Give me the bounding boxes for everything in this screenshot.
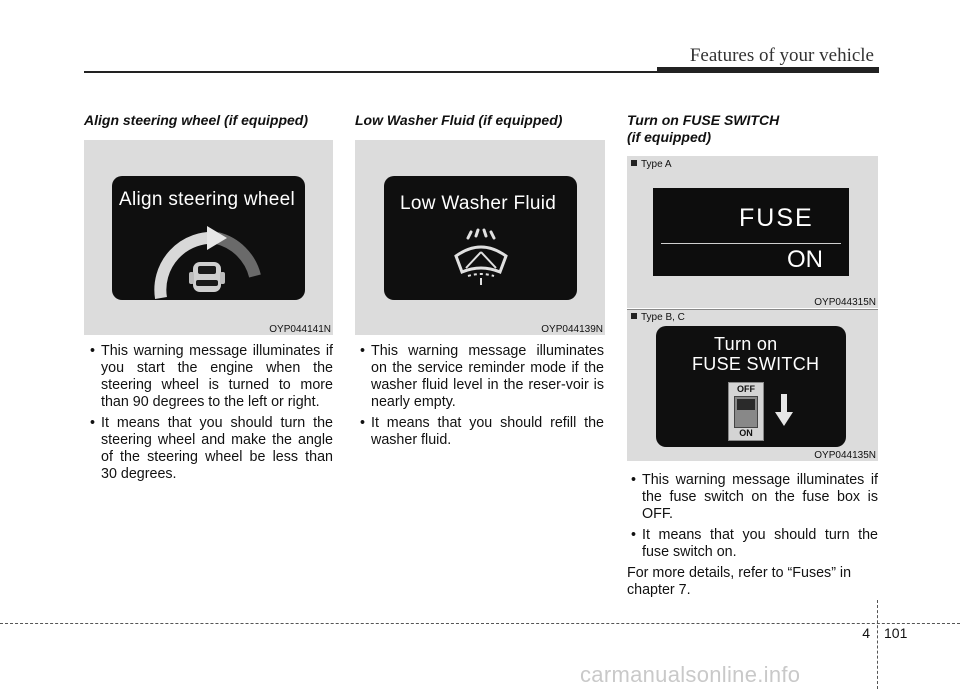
display-screen — [384, 176, 577, 300]
heading-fuse-switch — [627, 112, 779, 146]
bullet-item: • This warning message illuminates if the fuse switch on the fuse box is OFF. — [628, 472, 878, 523]
heading-line: Turn on FUSE SWITCH — [627, 112, 780, 128]
switch-knob — [737, 399, 755, 410]
display-message: Low Washer Fluid — [400, 193, 557, 214]
switch-on-label: ON — [739, 428, 753, 438]
display-message: Align steering wheel — [119, 189, 296, 210]
fuse-switch-illustration — [728, 382, 764, 441]
page-number: 101 — [884, 625, 908, 641]
display-screen — [656, 326, 846, 447]
bullet-item: • It means that you should refill the washer fluid. — [357, 415, 604, 449]
bullet-item: • It means that you should turn the fuse switch on. — [628, 527, 878, 561]
switch-slot — [734, 396, 758, 428]
section-header-title: Features of your vehicle — [689, 45, 874, 66]
figure-code: OYP044139N — [541, 324, 603, 335]
arrow-down-icon — [774, 394, 794, 428]
heading-line: (if equipped) — [627, 129, 711, 145]
heading-align-steering: Align steering wheel (if equipped) — [84, 112, 309, 128]
bullet-item: • This warning message illuminates if you start the engine when the steering wheel is turned to more than 90 degrees to the left or right. — [87, 343, 333, 411]
reference-note: For more details, refer to “Fuses” in chapter 7. — [627, 565, 852, 598]
footer-dashed-rule — [0, 623, 960, 624]
chapter-number: 4 — [862, 625, 870, 641]
figure-type-bc — [627, 310, 878, 461]
figure-code: OYP044141N — [269, 324, 331, 335]
type-label — [631, 159, 672, 170]
display-line-on: ON — [787, 246, 823, 273]
bullet-item: • It means that you should turn the steering wheel and make the angle of the steering wheel be less than 30 degrees. — [87, 415, 333, 483]
square-bullet-icon — [631, 160, 637, 166]
washer-fluid-icon — [450, 228, 512, 288]
display-screen — [112, 176, 305, 300]
type-label-text: Type A — [641, 159, 672, 170]
heading-low-washer: Low Washer Fluid (if equipped) — [355, 112, 563, 128]
display-line-turn-on: Turn on — [714, 334, 778, 354]
type-label-text: Type B, C — [641, 312, 685, 323]
watermark: carmanualsonline.info — [580, 662, 801, 687]
steering-rotation-icon — [147, 220, 267, 300]
bullet-item: • This warning message illuminates on the service reminder mode if the washer fluid level in the reser-voir is nearly empty. — [357, 343, 604, 411]
display-line-fuse: FUSE — [739, 204, 814, 232]
figure-code: OYP044135N — [814, 450, 876, 461]
bullet-list — [628, 472, 878, 565]
display-screen — [653, 188, 849, 276]
figure-low-washer — [355, 140, 605, 335]
figure-type-a — [627, 156, 878, 308]
figure-code: OYP044315N — [814, 297, 876, 308]
type-label — [631, 312, 685, 323]
switch-off-label: OFF — [737, 384, 755, 394]
bullet-list — [357, 343, 604, 453]
footer-dashed-divider — [877, 600, 878, 689]
figure-align-steering — [84, 140, 333, 335]
bullet-list — [87, 343, 333, 487]
display-divider — [661, 243, 841, 244]
display-line-fuse-switch: FUSE SWITCH — [692, 354, 820, 374]
header-tab-bar — [657, 67, 879, 72]
square-bullet-icon — [631, 313, 637, 319]
